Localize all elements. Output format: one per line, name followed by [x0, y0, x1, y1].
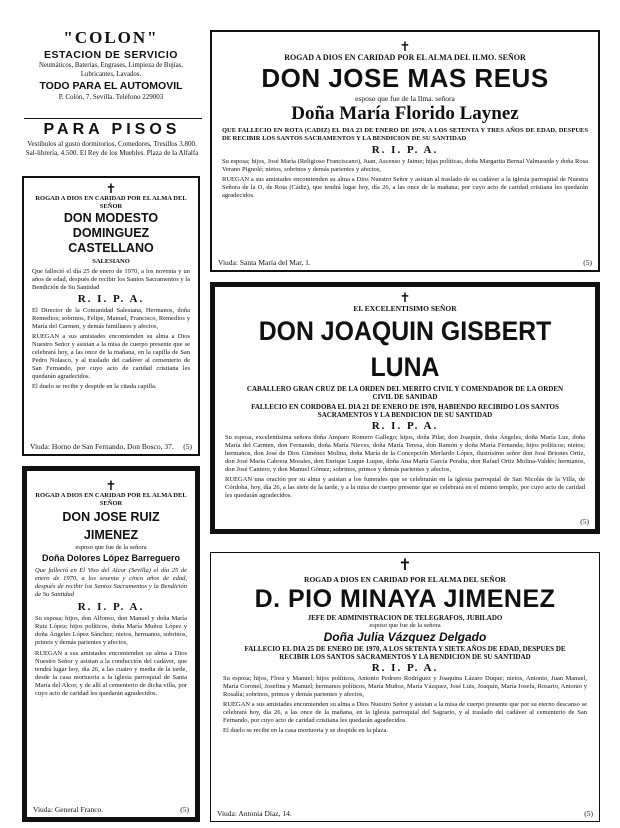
- colon-address: P. Colón, 7. Sevilla. Teléfono 229003: [58, 93, 164, 101]
- ref: (5): [180, 805, 189, 814]
- intro: ROGAD A DIOS EN CARIDAD POR EL ALMA DEL SEÑOR: [35, 195, 187, 210]
- spouse-intro: esposo que fue de la señora: [75, 544, 147, 551]
- spouse-intro: esposo que fue de la Ilma. señora: [355, 94, 455, 103]
- order: SALESIANO: [92, 258, 130, 265]
- pisos-ad: [22, 120, 202, 170]
- cross-icon: ✝: [399, 39, 411, 54]
- ripa: R. I. P. A.: [77, 601, 145, 613]
- address: Viuda: General Franco.: [33, 805, 104, 814]
- cross-icon: ✝: [399, 290, 411, 305]
- deceased-name: D. PIO MINAYA JIMENEZ: [254, 585, 556, 613]
- request: RUEGAN a sus amistades encomienden su alma a Dios Nuestro Señor y asistan al traslado de su cadáver a la iglesia parroquial de Nuestra Señora de la O, de Rota (Cádiz), que tendrá lugar hoy, día 26, a las once de la mañana; por cuyo acto de caridad cristiana les quedarán agradecidos.: [222, 176, 588, 199]
- obituary-mas-reus: [210, 30, 600, 272]
- deceased-name-line1: DON MODESTO DOMINGUEZ: [63, 211, 159, 240]
- ripa: R. I. P. A.: [77, 293, 145, 305]
- family: Su esposa; hijos, José María (Religioso Franciscano), Juan, Ascenso y Jaime; hijas políticas, doña Margarita Bernal Valmaseda y doña Rosa Verano Pignolé; nietos, sobrinos y demás parientes y afectos,: [222, 158, 588, 173]
- obituary-gisbert: [210, 282, 600, 534]
- footer: [33, 805, 189, 814]
- intro: ROGAD A DIOS EN CARIDAD POR EL ALMA DEL SEÑOR: [35, 492, 187, 507]
- spouse-intro: esposo que fue de la señora: [369, 622, 441, 629]
- intro: EL EXCELENTISIMO SEÑOR: [353, 304, 457, 313]
- footer: [217, 809, 593, 818]
- deceased-name: DON JOAQUIN GISBERT LUNA: [258, 316, 552, 382]
- deceased-name: DON JOSE RUIZ JIMENEZ: [62, 510, 160, 542]
- death-notice: FALLECIO EL DIA 25 DE ENERO DE 1970, A LOS SETENTA Y SIETE AÑOS DE EDAD, DESPUES DE RECIBIR LOS SANTOS SACRAMENTOS Y LA BENDICION DE SU SANTIDAD: [244, 645, 566, 661]
- spouse-name: Doña Dolores López Barreguero: [41, 553, 181, 563]
- spouse-name: Doña Julia Vázquez Delgado: [323, 630, 487, 644]
- footer: [30, 442, 192, 451]
- family: El Director de la Comunidad Salesiana, Hermanos, doña Remedios; sobrinos, Felipe, Manuel, Francisco, Remedios y María del Carmen, y demás familiares y afectos,: [32, 307, 190, 330]
- obituary-minaya: [210, 552, 600, 822]
- death-notice: FALLECIO EN CORDOBA EL DIA 21 DE ENERO DE 1970, HABIENDO RECIBIDO LOS SANTOS SACRAMENTOS Y LA BENDICION DE SU SANTIDAD: [251, 403, 559, 419]
- ripa: R. I. P. A.: [371, 662, 439, 674]
- footer: [221, 517, 589, 526]
- ref: (5): [580, 517, 589, 526]
- note: El duelo se recibe en la casa mortuoria y se despide en la plaza.: [223, 727, 388, 734]
- intro: ROGAD A DIOS EN CARIDAD POR EL ALMA DEL ILMO. SEÑOR: [284, 53, 526, 62]
- intro: ROGAD A DIOS EN CARIDAD POR EL ALMA DEL SEÑOR: [304, 575, 506, 584]
- address: Viuda: Antonia Díaz, 14.: [217, 809, 292, 818]
- deceased-name: DON JOSE MAS REUS: [261, 63, 549, 93]
- obituary-modesto: [22, 176, 200, 456]
- family: Su esposa; hijos, Flora y Manuel; hijos políticos, Antonio Pedrero Rodríguez y Joaquina Lázaro Duque; nietos, Antonio, Juan Manuel, María Coronel, Josefina y Manuel; hermanos políticos, María Muñoz, María Vázquez, José Luis, Joaquín, María Josefa, Rosario, Antonio y Rosalía; sobrinos, primos y demás parientes y afectos,: [223, 675, 587, 698]
- spouse-name: Doña María Florido Laynez: [291, 103, 519, 124]
- request: RUEGAN a sus amistades encomienden su alma a Dios Nuestro Señor y asistan a la misa de cuerpo presente que por su eterno descanso se celebrará hoy, día 26, a las once de la mañana, en la iglesia parroquial del Sagrario, y al traslado del cadáver al cementerio de San Fernando, por cuyo acto de caridad cristiana les quedarán agradecidos.: [223, 701, 587, 724]
- death-notice: Que falleció en El Viso del Alcor (Sevilla) el día 25 de enero de 1970, a los sesenta y cinco años de edad, después de recibir los Santos Sacramentos y la Bendición de Su Santidad: [35, 567, 187, 598]
- request: RUEGAN a sus amistades encomienden su alma a Dios Nuestro Señor y asistan a la misa de cuerpo presente que se celebrará hoy, a las once de la mañana, en la capilla de San Pedro Nolasco, y al traslado del cadáver al cementerio de San Fernando, por cuyo acto de caridad cristiana les quedarán agradecidos.: [32, 333, 190, 380]
- death-notice: QUE FALLECIO EN ROTA (CADIZ) EL DIA 23 DE ENERO DE 1970, A LOS SETENTA Y TRES AÑOS DE EDAD, DESPUES DE RECIBIR LOS SANTOS SACRAMENTOS Y LA BENDICION DE SU SANTIDAD: [222, 127, 588, 142]
- titles: CABALLERO GRAN CRUZ DE LA ORDEN DEL MERITO CIVIL Y COMENDADOR DE LA ORDEN CIVIL DE SANIDAD: [246, 385, 564, 401]
- colon-subtitle: ESTACION DE SERVICIO: [44, 49, 178, 61]
- divider: [24, 118, 202, 119]
- colon-ad: [22, 28, 200, 116]
- title: JEFE DE ADMINISTRACION DE TELEGRAFOS, JUBILADO: [307, 614, 503, 622]
- request: RUEGAN una oración por su alma y asistan a los funerales que se celebrarán en la iglesia parroquial de San Nicolás de la Villa, de Córdoba, hoy, día 26, a las siete de la tarde, y a la misa de cuerpo presente que se celebrará en el mismo templo, por cuyo acto de caridad les quedarán agradecidos.: [225, 476, 585, 499]
- colon-services: Neumáticos, Baterías, Engrases, Limpieza de Bujías, Lubricantes, Lavados.: [38, 62, 183, 78]
- family: Su esposa; hijos, don Alfonso, don Manuel y doña María Ruiz López; hijos políticos, doña María Muñoz López y doña Ángeles López Sánchez; nietos, hermanos, sobrinos, primos y demás parientes y afectos,: [35, 615, 187, 646]
- death-notice: Que falleció el día 25 de enero de 1970, a los noventa y un años de edad, después de recibir los Santos Sacramentos y la Bendición de Su Santidad: [32, 268, 190, 291]
- address: Viuda: Santa María del Mar, 1.: [218, 258, 311, 267]
- ripa: R. I. P. A.: [371, 420, 439, 432]
- ref: (5): [583, 258, 592, 267]
- address: Viuda: Horno de San Fernando, Don Bosco, 37.: [30, 442, 174, 451]
- family: Su esposa, excelentísima señora doña Amparo Romero Gallego; hijos, doña Pilar, don Joaquín, doña Ángeles, doña María Luz, doña María del Carmen, don Fernando, doña María Nieves, doña María Teresa, don Ramón y doña María Fernanda; hijos políticos; nietos; hermanos, don José de Dios Giménez Molina, doña María de la Concepción Merlardo López, ilustrísimo señor don José Briones Ortiz, don José María Cabrera Morales, don Enrique Luque Luque, doña Ana María García Peralta, don Rafael Ortiz Molina-Valdés; hermanos, don José Cantero, y don Manuel Gómez; sobrinos, primos y demás parientes y afectos,: [225, 434, 585, 473]
- footer: [218, 258, 592, 267]
- pisos-text: Vestíbulos al gusto dormitorios, Comedores, Tresillos 3.800. Sal-librería, 4.500. El Rey de los Muebles. Plaza de la Alfalfa: [25, 140, 199, 157]
- ref: (5): [183, 442, 192, 451]
- colon-title: "COLON": [63, 28, 159, 47]
- ripa: R. I. P. A.: [371, 144, 439, 156]
- ref: (5): [584, 809, 593, 818]
- cross-icon: ✝: [105, 478, 117, 493]
- deceased-name-line2: CASTELLANO: [68, 241, 154, 255]
- obituary-ruiz: [22, 466, 200, 822]
- cross-icon: ✝: [105, 181, 117, 196]
- request: RUEGAN a sus amistades encomienden su alma a Dios Nuestro Señor y asistan a la conducción del cadáver, que tendrá lugar hoy, día 26, a las cuatro y media de la tarde, desde la casa mortuoria a la iglesia parroquial de Santa María del Alcor, y de allí al cementerio de dicha villa, por cuyo acto de caridad les quedarán agradecidos.: [35, 650, 187, 697]
- pisos-title: PARA PISOS: [43, 121, 181, 138]
- cross-icon: ✝: [398, 557, 412, 574]
- note: El duelo se recibe y despide en la citada capilla.: [32, 383, 157, 390]
- colon-slogan: TODO PARA EL AUTOMOVIL: [39, 80, 183, 92]
